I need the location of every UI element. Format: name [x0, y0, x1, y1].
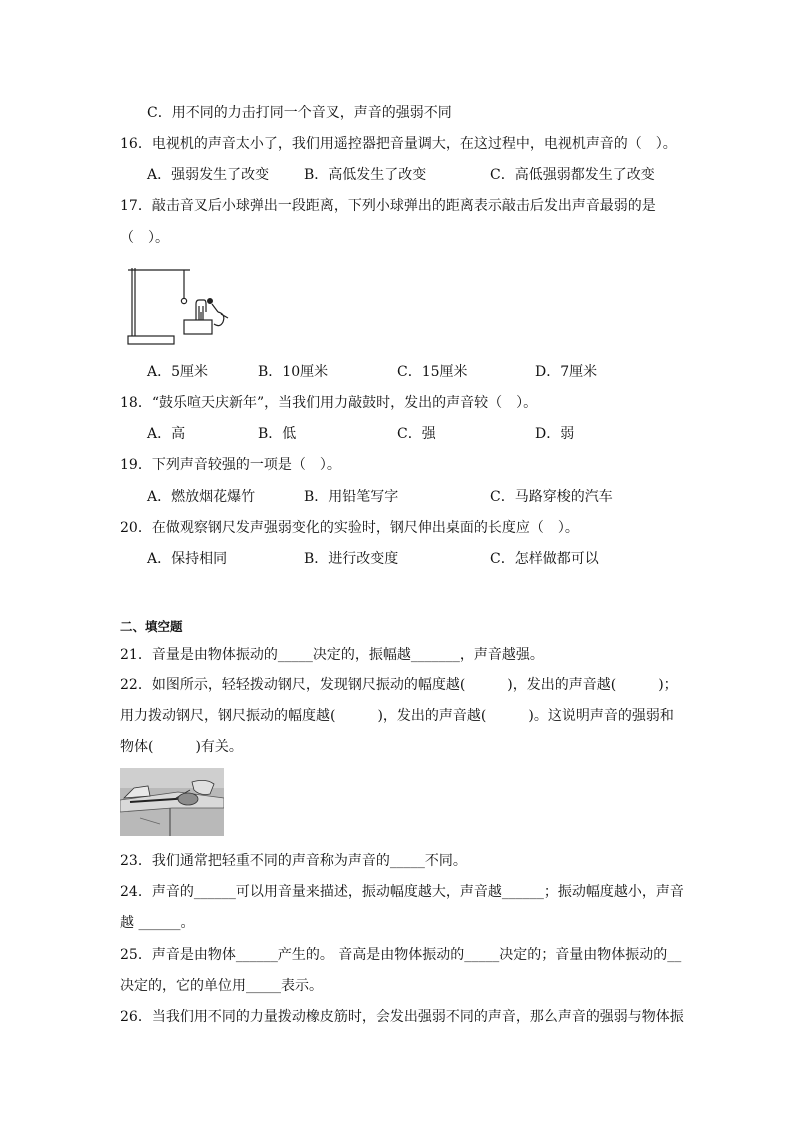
- q24-line1: 24．声音的______可以用音量来描述，振动幅度越大，声音越______；振动幅度越小，声音: [120, 884, 684, 900]
- q19-option-c: C．马路穿梭的汽车: [490, 489, 613, 505]
- q20-option-a: A．保持相同: [147, 551, 228, 567]
- q17-stem-line2: （ ）。: [120, 230, 169, 246]
- section-title-fill-in: 二、填空题: [120, 619, 183, 634]
- q16-option-a: A．强弱发生了改变: [147, 167, 270, 183]
- q21-text: 21．音量是由物体振动的_____决定的，振幅越_______，声音越强。: [120, 647, 544, 663]
- q18-stem: 18．“鼓乐喧天庆新年”，当我们用力敲鼓时，发出的声音较（ ）。: [120, 395, 538, 411]
- q23-text: 23．我们通常把轻重不同的声音称为声音的_____不同。: [120, 853, 467, 869]
- q17-option-c: C．15厘米: [397, 364, 468, 380]
- q20-stem: 20．在做观察钢尺发声强弱变化的实验时，钢尺伸出桌面的长度应（ ）。: [120, 520, 579, 536]
- q19-option-a: A．燃放烟花爆竹: [147, 489, 256, 505]
- steel-ruler-photo: [120, 768, 224, 836]
- q17-option-a: A．5厘米: [147, 364, 209, 380]
- q19-option-b: B．用铅笔写字: [304, 489, 399, 505]
- q16-option-b: B．高低发生了改变: [304, 167, 427, 183]
- q17-option-b: B．10厘米: [258, 364, 329, 380]
- q22-line1: 22．如图所示，轻轻拨动钢尺，发现钢尺振动的幅度越( )，发出的声音越( )；: [120, 677, 678, 693]
- q16-option-c: C．高低强弱都发生了改变: [490, 167, 655, 183]
- q17-stem-line1: 17．敲击音叉后小球弹出一段距离，下列小球弹出的距离表示敲击后发出声音最弱的是: [120, 198, 656, 214]
- q26-line1: 26．当我们用不同的力量拨动橡皮筋时，会发出强弱不同的声音，那么声音的强弱与物体振: [120, 1009, 684, 1025]
- q17-option-d: D．7厘米: [535, 364, 598, 380]
- q22-line3: 物体( )有关。: [120, 739, 243, 755]
- q25-line2: 决定的，它的单位用_____表示。: [120, 978, 323, 994]
- q20-option-b: B．进行改变度: [304, 551, 399, 567]
- q18-option-b: B．低: [258, 426, 297, 442]
- q24-line2: 越 ______。: [120, 915, 195, 931]
- q15-option-c: C．用不同的力击打同一个音叉，声音的强弱不同: [147, 105, 452, 121]
- q16-stem: 16．电视机的声音太小了，我们用遥控器把音量调大，在这过程中，电视机声音的（ ）。: [120, 136, 677, 152]
- tuning-fork-ball-figure: [126, 264, 230, 350]
- q18-option-a: A．高: [147, 426, 186, 442]
- q20-option-c: C．怎样做都可以: [490, 551, 599, 567]
- q19-stem: 19．下列声音较强的一项是（ ）。: [120, 457, 341, 473]
- q18-option-c: C．强: [397, 426, 436, 442]
- q18-option-d: D．弱: [535, 426, 575, 442]
- q25-line1: 25．声音是由物体______产生的。 音高是由物体振动的_____决定的；音量由物体振动的__: [120, 947, 682, 963]
- q22-line2: 用力拨动钢尺，钢尺振动的幅度越( )，发出的声音越( )。这说明声音的强弱和: [120, 708, 674, 724]
